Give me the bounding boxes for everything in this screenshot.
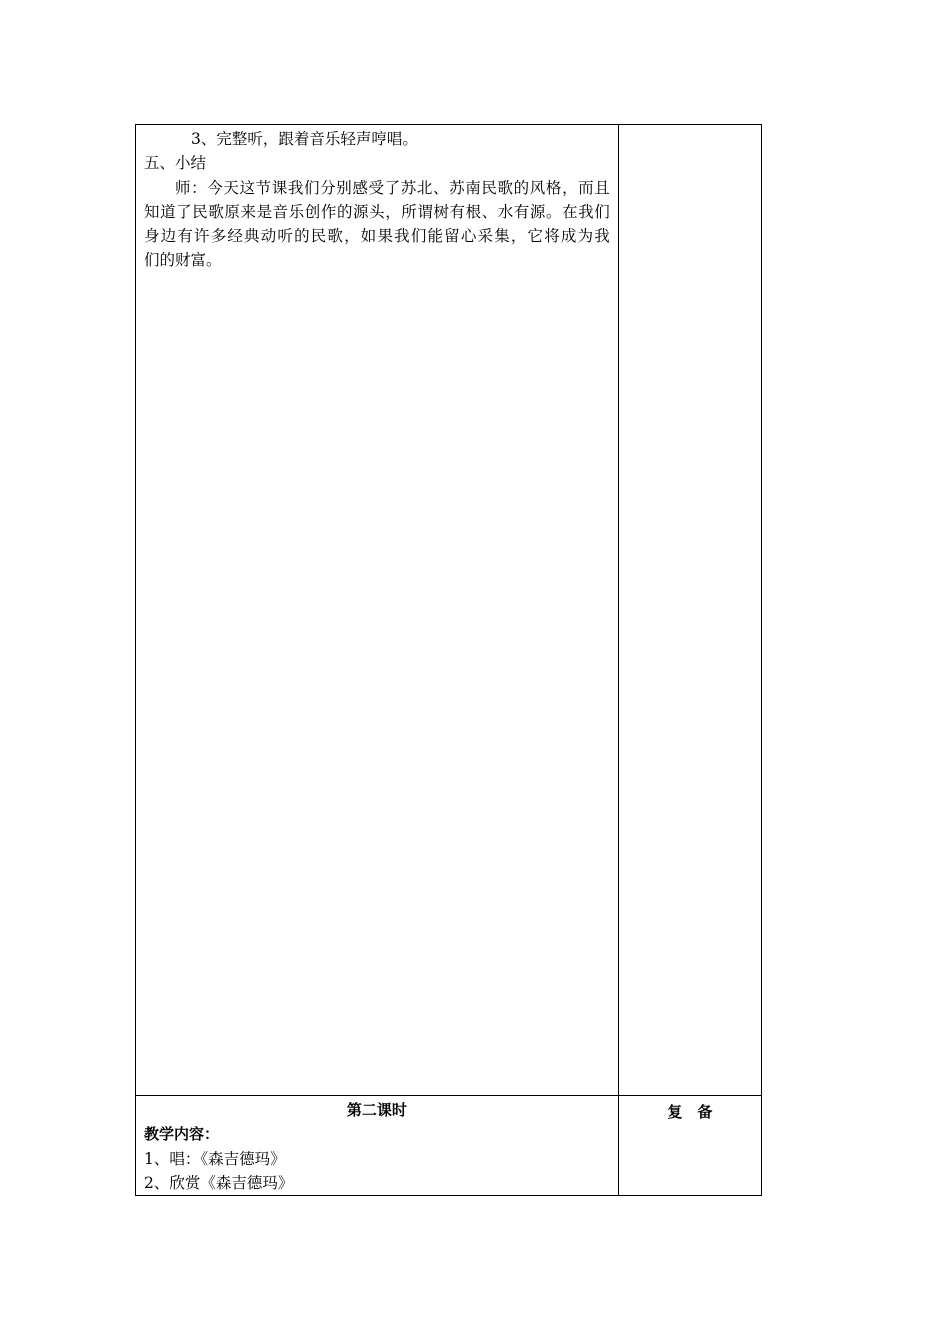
- review-title: 复 备: [667, 1103, 713, 1121]
- lower-side-cell: [618, 1096, 761, 1196]
- section-5-heading: 五、小结: [144, 154, 207, 173]
- lesson-plan-table: [135, 124, 762, 1196]
- teaching-content-label: 教学内容：: [144, 1125, 220, 1144]
- content-item-1: 1、唱：《森吉德玛》: [144, 1149, 286, 1168]
- summary-line-4: 们的财富。: [144, 251, 222, 270]
- upper-content-cell: [136, 125, 619, 1096]
- upper-side-cell: [618, 125, 761, 1096]
- lower-row: [136, 1096, 762, 1196]
- summary-line-1: 师：今天这节课我们分别感受了苏北、苏南民歌的风格，而且: [175, 178, 610, 197]
- upper-row: [136, 125, 762, 1096]
- content-item-2: 2、欣赏《森吉德玛》: [144, 1173, 294, 1192]
- summary-line-2: 知道了民歌原来是音乐创作的源头，所谓树有根、水有源。在我们: [144, 202, 610, 221]
- lesson-title: 第二课时: [346, 1101, 407, 1119]
- summary-line-3: 身边有许多经典动听的民歌，如果我们能留心采集，它将成为我: [144, 227, 610, 246]
- lower-content-cell: [136, 1096, 619, 1196]
- step-3-text: 3、完整听，跟着音乐轻声哼唱。: [191, 130, 418, 148]
